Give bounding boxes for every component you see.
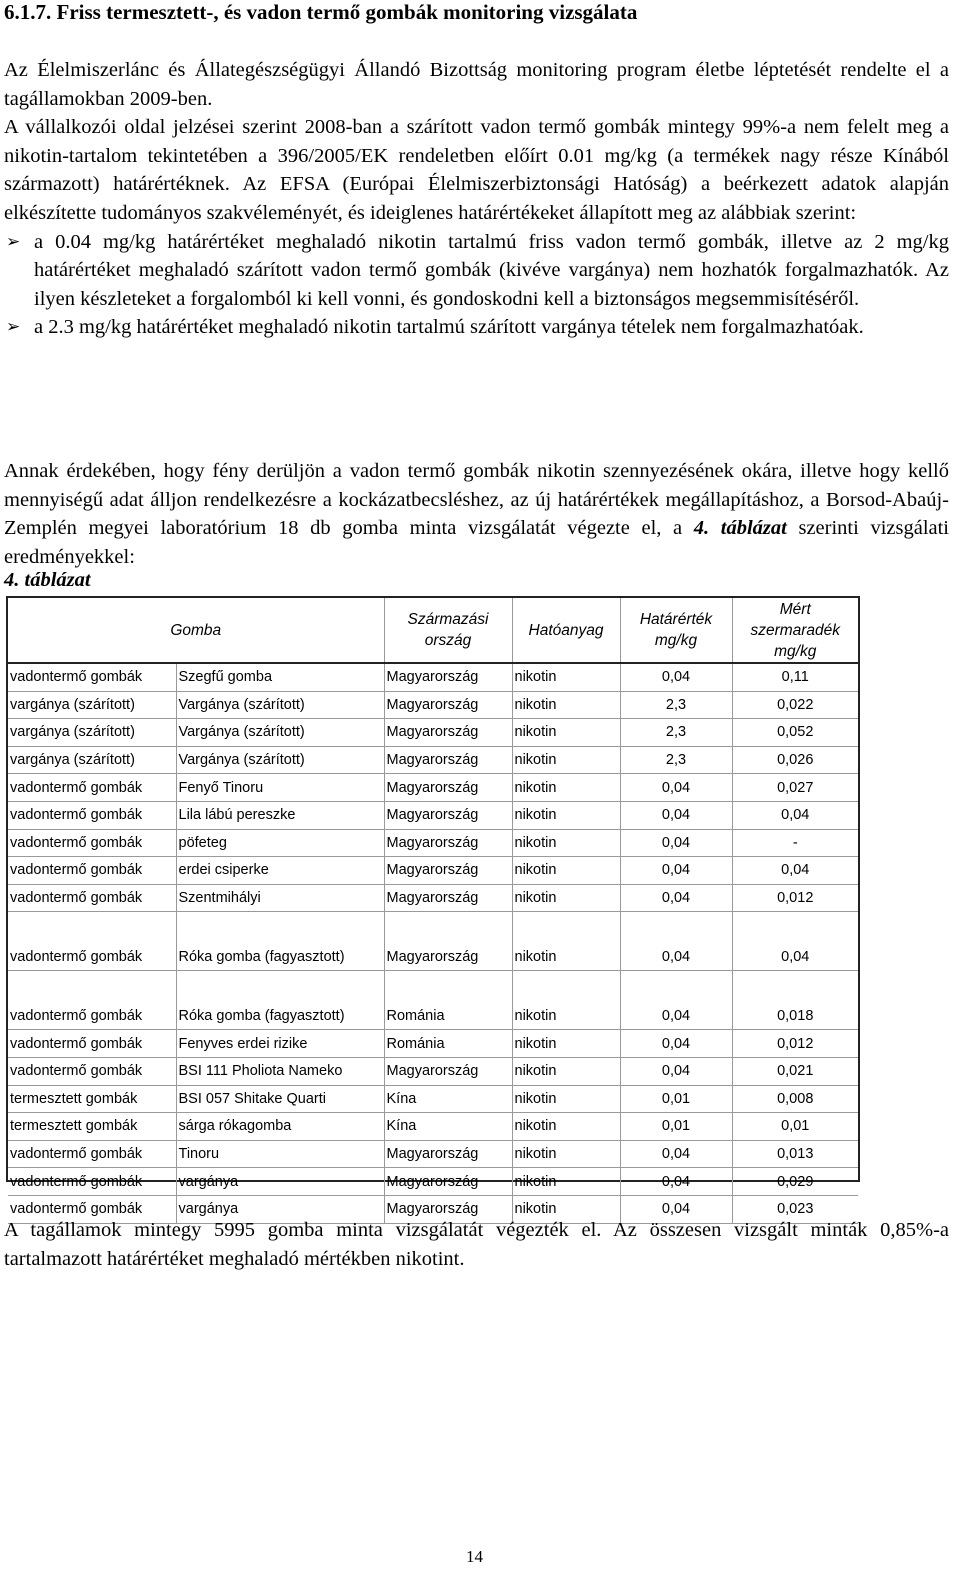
cell-residue: 0,018: [732, 971, 858, 1030]
cell-category: vadontermő gombák: [8, 663, 176, 691]
cell-category: vadontermő gombák: [8, 774, 176, 802]
table-row: [8, 829, 858, 857]
cell-residue: 0,022: [732, 691, 858, 719]
cell-substance: nikotin: [512, 971, 620, 1030]
cell-species: BSI 111 Pholiota Nameko: [176, 1057, 384, 1085]
cell-species: BSI 057 Shitake Quarti: [176, 1085, 384, 1113]
list-item: [4, 313, 949, 342]
cell-category: vadontermő gombák: [8, 1195, 176, 1223]
cell-limit: 0,04: [620, 829, 732, 857]
table-body: [8, 663, 858, 1223]
cell-origin: Magyarország: [384, 884, 512, 912]
cell-origin: Magyarország: [384, 663, 512, 691]
cell-residue: 0,012: [732, 1030, 858, 1058]
arrow-bullet-icon: ➢: [6, 317, 21, 338]
cell-species: vargánya: [176, 1168, 384, 1196]
table-row: [8, 971, 858, 1030]
cell-origin: Magyarország: [384, 691, 512, 719]
cell-limit: 0,04: [620, 1168, 732, 1196]
cell-limit: 0,04: [620, 801, 732, 829]
cell-substance: nikotin: [512, 912, 620, 971]
cell-residue: 0,01: [732, 1113, 858, 1141]
cell-limit: 2,3: [620, 691, 732, 719]
cell-origin: Kína: [384, 1113, 512, 1141]
cell-limit: 0,04: [620, 857, 732, 885]
table-row: [8, 801, 858, 829]
cell-substance: nikotin: [512, 857, 620, 885]
method-paragraph: [4, 457, 949, 571]
cell-species: Vargánya (szárított): [176, 691, 384, 719]
cell-category: vargánya (szárított): [8, 691, 176, 719]
cell-origin: Magyarország: [384, 912, 512, 971]
cell-category: vadontermő gombák: [8, 801, 176, 829]
table-row: [8, 857, 858, 885]
method-text: Annak érdekében, hogy fény derüljön a vadon termő gombák nikotin szennyezésének okára, illetve hogy kellő mennyiségű adat álljon rendelkezésre a kockázatbecsléshez, az új határértékek megállapításhoz, a Borsod-Abaúj-Zemplén megyei laboratórium 18 db gomba minta vizsgálatát végezte el, a: [4, 460, 949, 540]
cell-origin: Magyarország: [384, 746, 512, 774]
cell-species: erdei csiperke: [176, 857, 384, 885]
list-item: [4, 228, 949, 314]
cell-limit: 0,04: [620, 912, 732, 971]
cell-category: vadontermő gombák: [8, 912, 176, 971]
cell-species: Róka gomba (fagyasztott): [176, 912, 384, 971]
cell-species: Szentmihályi: [176, 884, 384, 912]
cell-origin: Magyarország: [384, 829, 512, 857]
cell-residue: 0,04: [732, 801, 858, 829]
cell-category: termesztett gombák: [8, 1113, 176, 1141]
cell-category: vadontermő gombák: [8, 1030, 176, 1058]
cell-residue: 0,04: [732, 857, 858, 885]
results-table-frame: [6, 596, 860, 1218]
table-reference: 4. táblázat: [693, 517, 787, 540]
cell-limit: 2,3: [620, 746, 732, 774]
cell-limit: 0,01: [620, 1085, 732, 1113]
cell-species: Szegfű gomba: [176, 663, 384, 691]
cell-species: Vargánya (szárított): [176, 719, 384, 747]
table-row: [8, 912, 858, 971]
cell-origin: Magyarország: [384, 1195, 512, 1223]
cell-category: vadontermő gombák: [8, 971, 176, 1030]
cell-residue: 0,026: [732, 746, 858, 774]
cell-residue: -: [732, 829, 858, 857]
cell-origin: Magyarország: [384, 1140, 512, 1168]
col-header-limit: Határérték mg/kg: [620, 598, 732, 663]
closing-paragraph: A tagállamok mintegy 5995 gomba minta vizsgálatát végezték el. Az összesen vizsgált minták 0,85%-a tartalmazott határértéket meghaladó mértékben nikotint.: [4, 1219, 949, 1270]
intro-paragraph-1: Az Élelmiszerlánc és Állategészségügyi Állandó Bizottság monitoring program életbe léptetését rendelte el a tagállamokban 2009-ben.: [4, 59, 949, 110]
cell-limit: 0,04: [620, 884, 732, 912]
page-number: 14: [466, 1547, 483, 1566]
cell-substance: nikotin: [512, 1168, 620, 1196]
cell-limit: 0,04: [620, 1030, 732, 1058]
results-table: [8, 598, 858, 1224]
cell-residue: 0,027: [732, 774, 858, 802]
table-row: [8, 774, 858, 802]
table-row: [8, 1057, 858, 1085]
cell-substance: nikotin: [512, 829, 620, 857]
cell-residue: 0,029: [732, 1168, 858, 1196]
cell-species: Vargánya (szárított): [176, 746, 384, 774]
cell-origin: Magyarország: [384, 1057, 512, 1085]
cell-residue: 0,052: [732, 719, 858, 747]
cell-category: vargánya (szárított): [8, 719, 176, 747]
cell-limit: 0,04: [620, 1057, 732, 1085]
col-header-substance: Hatóanyag: [512, 598, 620, 663]
table-row: [8, 1030, 858, 1058]
table-row: [8, 746, 858, 774]
cell-origin: Magyarország: [384, 1168, 512, 1196]
table-caption: 4. táblázat: [4, 569, 91, 591]
cell-species: Fenyő Tinoru: [176, 774, 384, 802]
cell-substance: nikotin: [512, 884, 620, 912]
cell-origin: Magyarország: [384, 774, 512, 802]
cell-origin: Magyarország: [384, 719, 512, 747]
cell-species: pöfeteg: [176, 829, 384, 857]
cell-substance: nikotin: [512, 1113, 620, 1141]
cell-species: Róka gomba (fagyasztott): [176, 971, 384, 1030]
list-item-text: a 2.3 mg/kg határértéket meghaladó nikotin tartalmú szárított vargánya tételek nem forgalmazhatóak.: [34, 316, 864, 339]
cell-species: vargánya: [176, 1195, 384, 1223]
cell-substance: nikotin: [512, 1030, 620, 1058]
arrow-bullet-icon: ➢: [6, 231, 21, 252]
col-header-residue: Mért szermaradék mg/kg: [732, 598, 858, 663]
cell-species: sárga rókagomba: [176, 1113, 384, 1141]
intro-paragraph-2: A vállalkozói oldal jelzései szerint 2008-ban a szárított vadon termő gombák mintegy 99%-a nem felelt meg a nikotin-tartalom tekintetében a 396/2005/EK rendeletben előírt 0.01 mg/kg (a termékek nagy része Kínából származott) határértéknek. Az EFSA (Európai Élelmiszerbiztonsági Hatóság) a beérkezett adatok alapján elkészítette tudományos szakvéleményét, és ideiglenes határértékeket állapított meg az alábbiak szerint:: [4, 116, 949, 224]
cell-residue: 0,04: [732, 912, 858, 971]
cell-substance: nikotin: [512, 1140, 620, 1168]
cell-limit: 0,04: [620, 774, 732, 802]
cell-residue: 0,023: [732, 1195, 858, 1223]
list-item-text: a 0.04 mg/kg határértéket meghaladó nikotin tartalmú friss vadon termő gombák, illetve az 2 mg/kg határértéket meghaladó szárított vadon termő gombák (kivéve vargánya) nem hozhatók forgalmazhatók. Az ilyen készleteket a forgalomból ki kell vonni, és gondoskodni kell a biztonságos megsemmisítéséről.: [34, 230, 949, 310]
table-row: [8, 884, 858, 912]
cell-category: vargánya (szárított): [8, 746, 176, 774]
cell-residue: 0,021: [732, 1057, 858, 1085]
cell-residue: 0,11: [732, 663, 858, 691]
cell-substance: nikotin: [512, 663, 620, 691]
cell-limit: 0,04: [620, 971, 732, 1030]
cell-limit: 0,01: [620, 1113, 732, 1141]
cell-category: vadontermő gombák: [8, 1140, 176, 1168]
cell-origin: Kína: [384, 1085, 512, 1113]
cell-residue: 0,013: [732, 1140, 858, 1168]
cell-limit: 0,04: [620, 1140, 732, 1168]
table-row: [8, 719, 858, 747]
table-row: [8, 663, 858, 691]
section-heading: 6.1.7. Friss termesztett-, és vadon termő gombák monitoring vizsgálata: [4, 0, 638, 24]
cell-origin: Románia: [384, 971, 512, 1030]
cell-category: vadontermő gombák: [8, 1057, 176, 1085]
cell-category: vadontermő gombák: [8, 829, 176, 857]
cell-category: vadontermő gombák: [8, 884, 176, 912]
cell-category: vadontermő gombák: [8, 1168, 176, 1196]
intro-block: [4, 56, 949, 342]
cell-origin: Magyarország: [384, 857, 512, 885]
cell-species: Tinoru: [176, 1140, 384, 1168]
table-row: [8, 1168, 858, 1196]
cell-origin: Románia: [384, 1030, 512, 1058]
table-row: [8, 1085, 858, 1113]
cell-substance: nikotin: [512, 774, 620, 802]
cell-substance: nikotin: [512, 1057, 620, 1085]
cell-category: termesztett gombák: [8, 1085, 176, 1113]
method-text-end: szerinti vizsgálati eredményekkel:: [4, 517, 949, 568]
cell-residue: 0,008: [732, 1085, 858, 1113]
cell-residue: 0,012: [732, 884, 858, 912]
cell-species: Fenyves erdei rizike: [176, 1030, 384, 1058]
cell-substance: nikotin: [512, 801, 620, 829]
col-header-origin: Származási ország: [384, 598, 512, 663]
cell-substance: nikotin: [512, 746, 620, 774]
table-row: [8, 1140, 858, 1168]
cell-substance: nikotin: [512, 1085, 620, 1113]
cell-limit: 2,3: [620, 719, 732, 747]
cell-species: Lila lábú pereszke: [176, 801, 384, 829]
cell-origin: Magyarország: [384, 801, 512, 829]
cell-substance: nikotin: [512, 1195, 620, 1223]
cell-substance: nikotin: [512, 691, 620, 719]
cell-category: vadontermő gombák: [8, 857, 176, 885]
cell-substance: nikotin: [512, 719, 620, 747]
table-header-row: [8, 598, 858, 663]
cell-limit: 0,04: [620, 1195, 732, 1223]
limit-list: [4, 228, 949, 342]
cell-limit: 0,04: [620, 663, 732, 691]
col-header-gomba: Gomba: [8, 598, 384, 663]
table-row: [8, 691, 858, 719]
table-row: [8, 1113, 858, 1141]
